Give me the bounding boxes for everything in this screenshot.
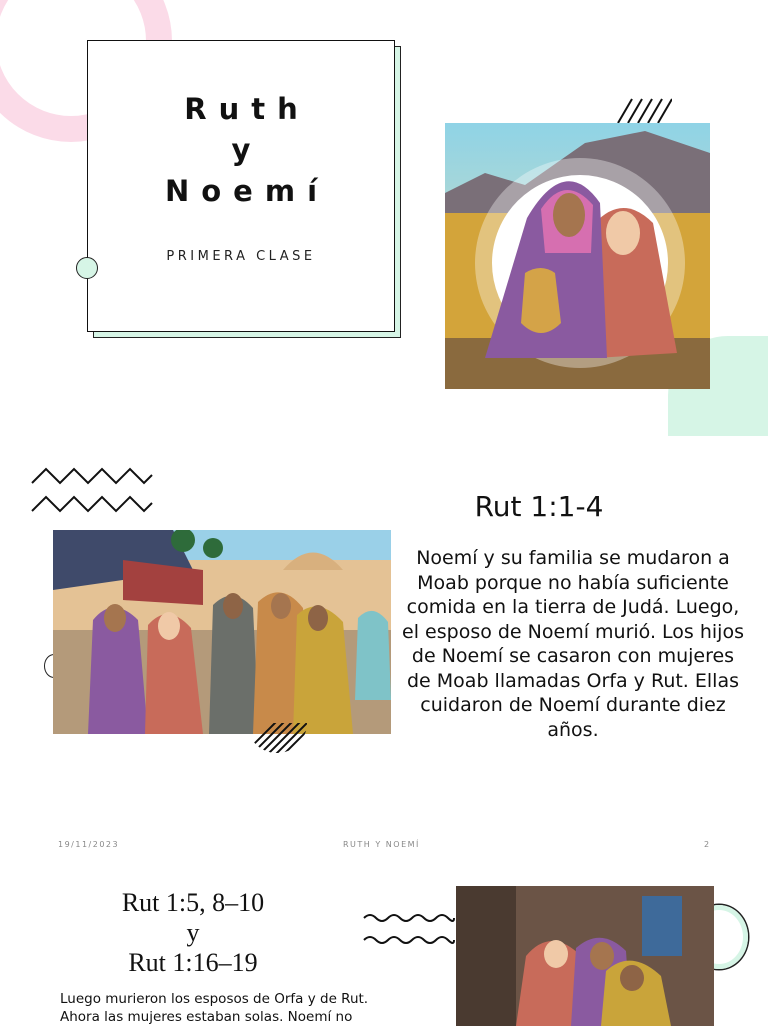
slide3-reference (100, 888, 286, 978)
footer-page-number: 2 (704, 840, 711, 849)
slide2-reference: Rut 1:1-4 (474, 490, 604, 523)
slide3-reference-line-3: Rut 1:16–19 (128, 948, 258, 977)
decor-zigzag (30, 462, 154, 516)
slide2-body: Noemí y su familia se mudaron a Moab porque no había suficiente comida en la tierra de Judá. Luego, el esposo de Noemí murió. Los hijos de Noemí se casaron con mujeres de Moab llamadas Orfa y Rut. Ellas cuidaron de Noemí durante diez años. (402, 547, 744, 741)
title-line-3: Noemí (164, 174, 330, 208)
marketplace-illustration (53, 530, 391, 734)
decor-mint-dot (76, 257, 98, 279)
decor-hatch-lines (616, 98, 672, 124)
footer-title: RUTH Y NOEMÍ (343, 840, 420, 849)
decor-wave-lines (362, 908, 458, 948)
mourning-women-illustration (456, 886, 714, 1026)
ruth-and-naomi-illustration (445, 123, 710, 389)
decor-hatched-semicircle (246, 722, 308, 772)
title-line-1: Ruth (184, 92, 310, 126)
slide3-body: Luego murieron los esposos de Orfa y de Rut. Ahora las mujeres estaban solas. Noemí no (60, 991, 369, 1025)
slide3-reference-line-2: y (186, 918, 200, 947)
slide3-reference-line-1: Rut 1:5, 8–10 (121, 888, 265, 917)
title-card (87, 40, 395, 332)
title-line-2: y (231, 133, 263, 167)
slide-title (88, 89, 394, 212)
footer-date: 19/11/2023 (58, 840, 120, 849)
slide-subtitle: PRIMERA CLASE (166, 249, 316, 264)
